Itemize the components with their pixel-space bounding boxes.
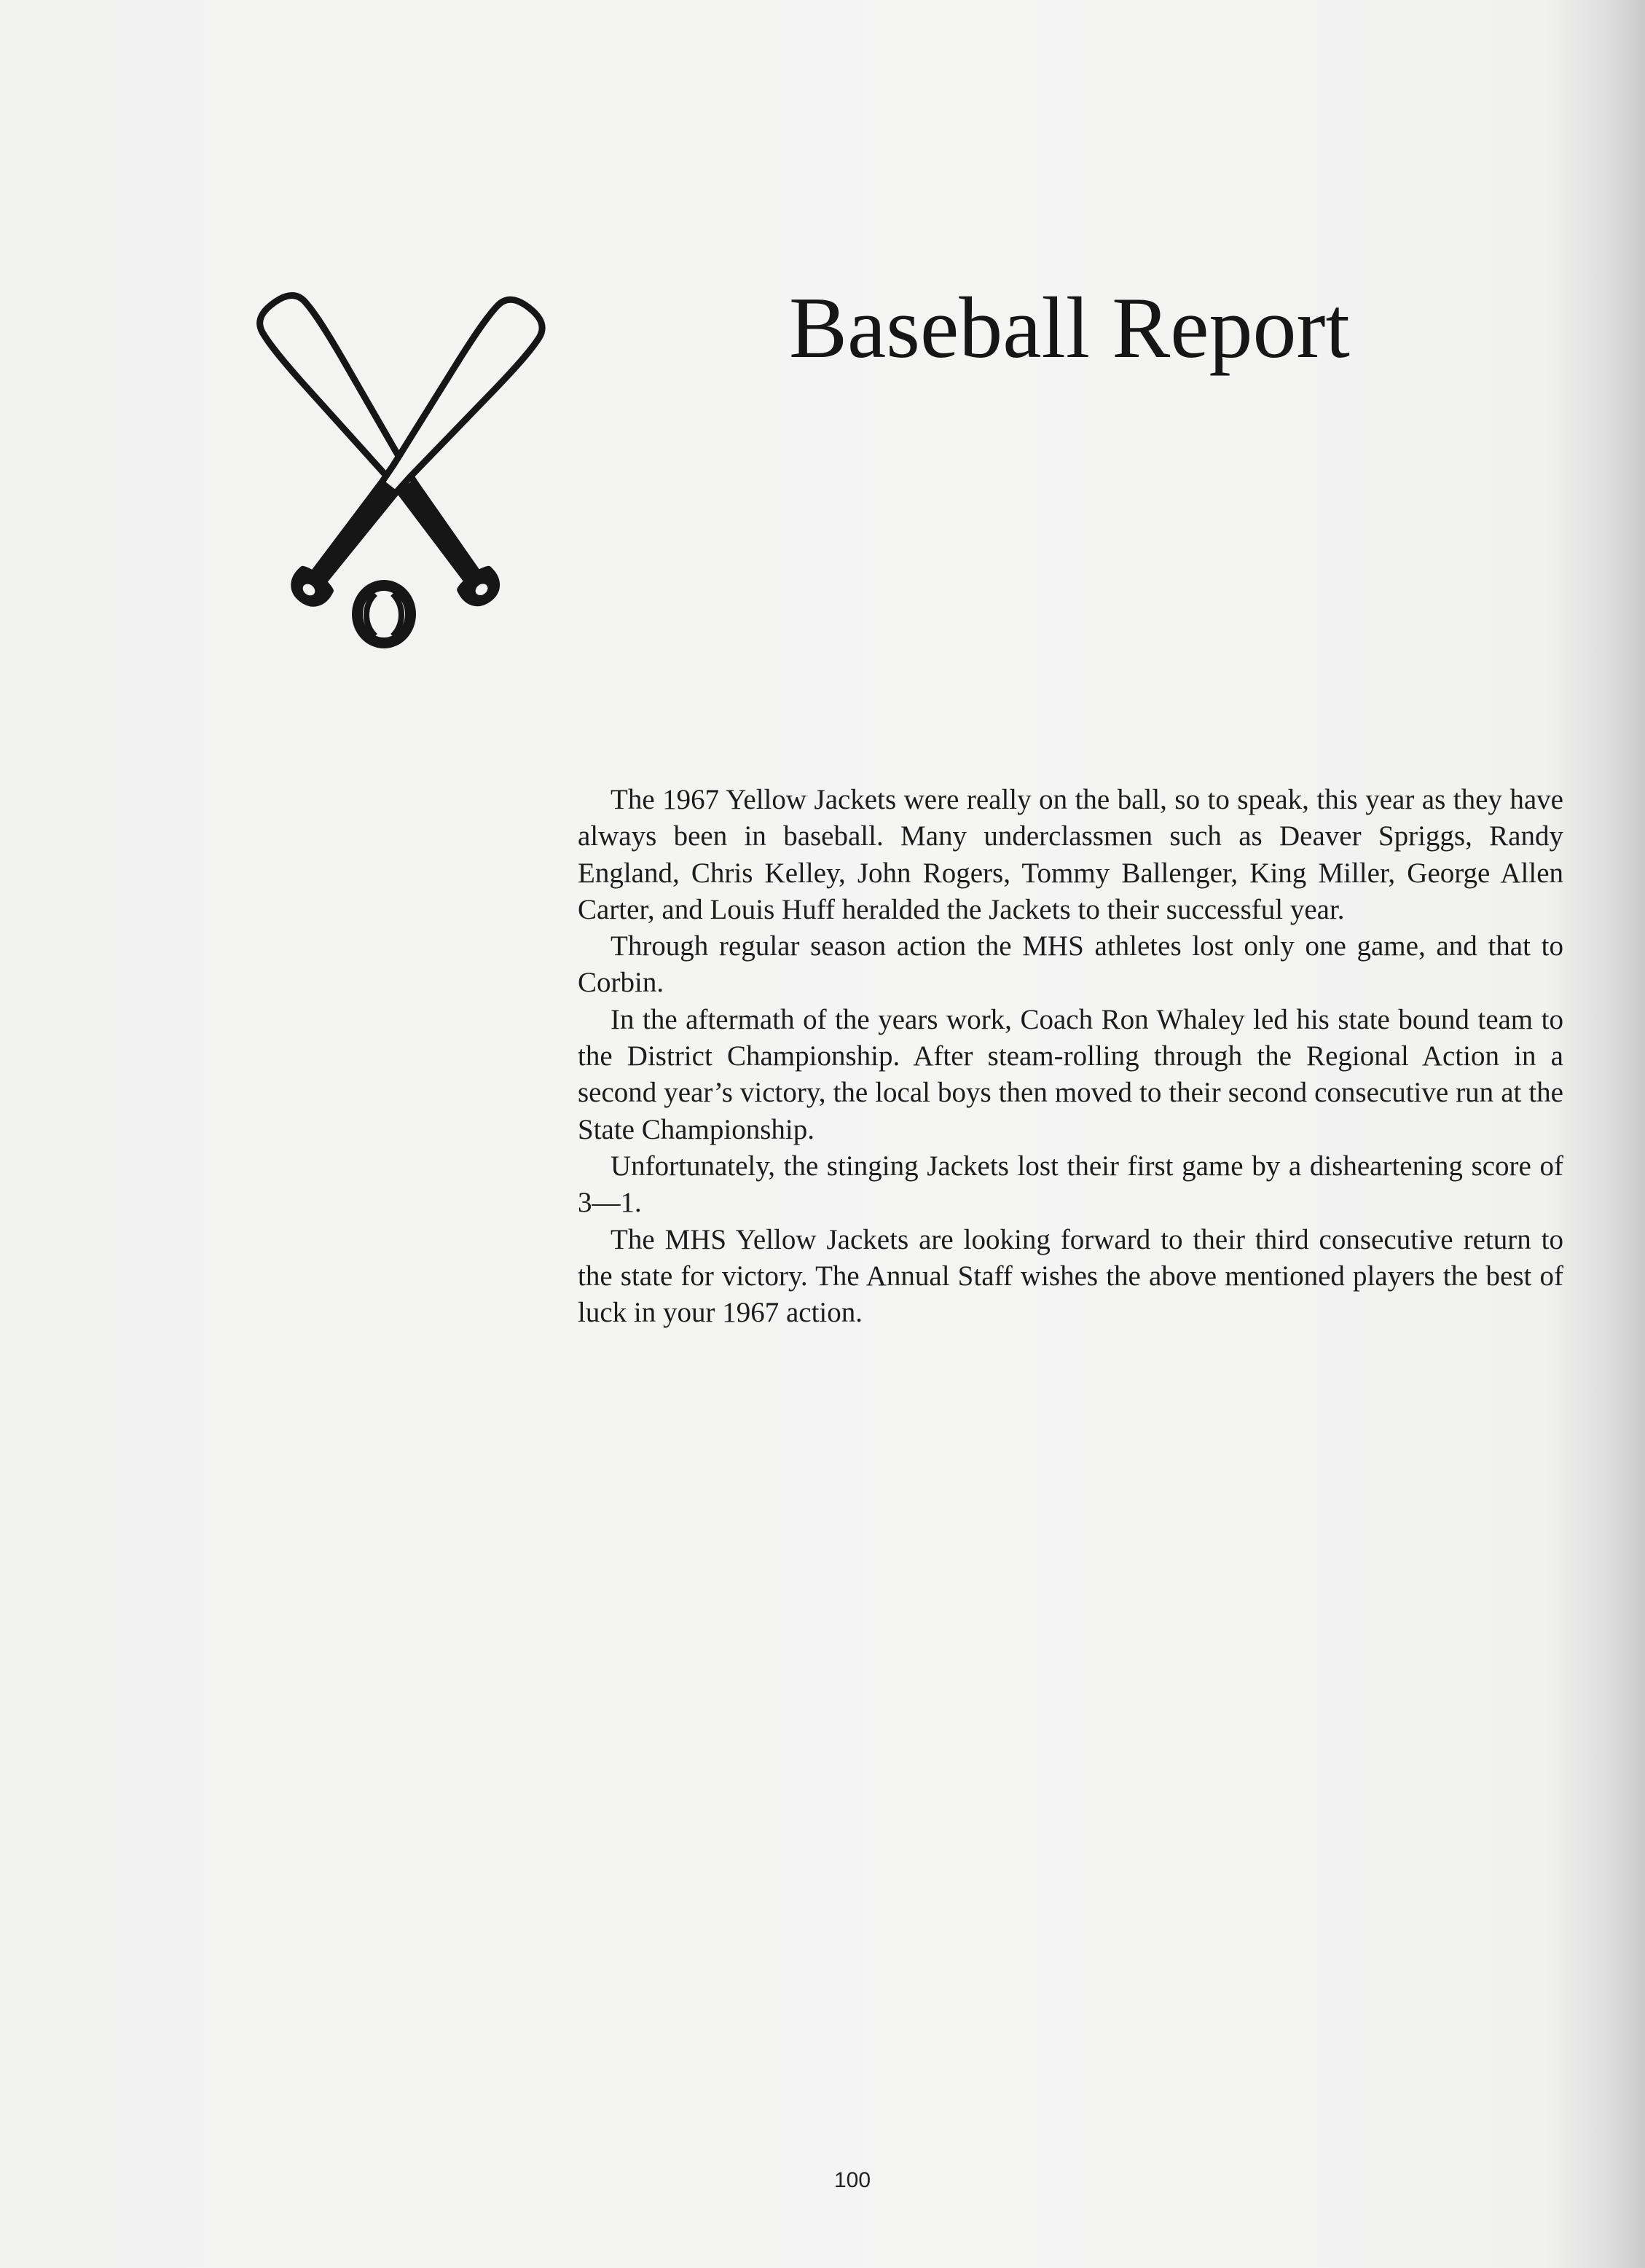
paragraph: The 1967 Yellow Jackets were really on the ball, so to speak, this year as they have always been in baseball. Many underclassmen such as Deaver Spriggs, Randy England, Chris Kelley, John Rogers, Tommy Ballenger, King Miller, George Allen Carter, and Louis Huff heralded the Jackets to their successful year. [578, 784, 1563, 925]
paragraph: The MHS Yellow Jackets are looking forward to their third consecutive return to the state for victory. The Annual Staff wishes the above mentioned players the best of luck in your 1967 action. [578, 1223, 1563, 1329]
paragraph: Unfortunately, the stinging Jackets lost their first game by a disheartening score of 3—1. [578, 1150, 1563, 1219]
crossed-baseball-bats-icon [186, 244, 623, 667]
baseball-icon [352, 580, 416, 648]
paragraph: Through regular season action the MHS athletes lost only one game, and that to Corbin. [578, 930, 1563, 999]
page-title: Baseball Report [789, 279, 1350, 376]
page-number: 100 [833, 2168, 871, 2192]
article-body [578, 782, 1563, 1331]
paragraph: In the aftermath of the years work, Coach Ron Whaley led his state bound team to the District Championship. After steam-rolling through the Regional Action in a second year’s victory, the local boys then moved to their second consecutive run at the State Championship. [578, 1003, 1563, 1145]
